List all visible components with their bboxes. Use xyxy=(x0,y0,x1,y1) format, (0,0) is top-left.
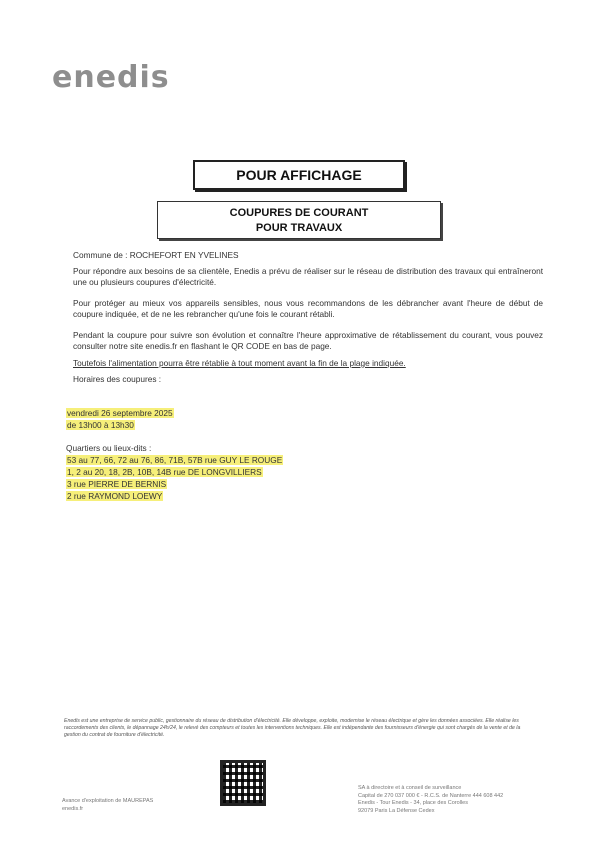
footer-right-2: Capital de 270 037 000 € - R.C.S. de Nanterre 444 608 442 xyxy=(358,792,504,799)
street-4: 2 rue RAYMOND LOEWY xyxy=(67,491,163,501)
footer-left-2: enedis.fr xyxy=(62,805,84,812)
outage-time: de 13h00 à 13h30 xyxy=(67,420,134,430)
qr-code-icon[interactable] xyxy=(220,760,266,806)
paragraph-4: Toutefois l'alimentation pourra être rétablie à tout moment avant la fin de la plage indiquée. xyxy=(73,358,406,368)
banner-title: POUR AFFICHAGE xyxy=(236,167,362,183)
paragraph-1: Pour répondre aux besoins de sa clientèle, Enedis a prévu de réaliser sur le réseau de distribution des travaux qui entraîneront une ou plusieurs coupures d'électricité. xyxy=(73,266,543,287)
footer-right-4: 92079 Paris La Défense Cedex xyxy=(358,807,435,814)
street-1: 53 au 77, 66, 72 au 76, 86, 71B, 57B rue GUY LE ROUGE xyxy=(67,455,283,465)
street-2: 1, 2 au 20, 18, 2B, 10B, 14B rue DE LONGVILLIERS xyxy=(67,467,262,477)
banner-box xyxy=(193,160,405,190)
paragraph-3: Pendant la coupure pour suivre son évolution et connaître l'heure approximative de rétablissement du courant, vous pouvez consulter notre site enedis.fr en flashant le QR CODE en bas de page. xyxy=(73,330,543,351)
subtitle-line2: POUR TRAVAUX xyxy=(255,222,343,234)
outage-date: vendredi 26 septembre 2025 xyxy=(67,408,173,418)
enedis-logo: enedis xyxy=(52,60,170,95)
footer-right-3: Enedis - Tour Enedis - 34, place des Corolles xyxy=(358,800,468,806)
subtitle-box xyxy=(157,201,441,239)
quartiers-label: Quartiers ou lieux-dits : xyxy=(66,443,152,453)
legal-notice: Enedis est une entreprise de service public, gestionnaire du réseau de distribution d'électricité. Elle développe, exploite, modernise le réseau électrique et gère les données associées. Elle réalise les raccordements des clients, le dépannage 24h/24, le relevé des compteurs et toutes les interventions techniques. Elle est indépendante des fournisseurs d'énergie qui sont chargés de la vente et de la gestion du contrat de fourniture d'électricité. xyxy=(64,718,521,738)
commune-line: Commune de : ROCHEFORT EN YVELINES xyxy=(73,250,239,260)
paragraph-2: Pour protéger au mieux vos appareils sensibles, nous vous recommandons de les débrancher avant l'heure de début de coupure indiquée, et de ne les rebrancher qu'une fois le courant rétabli. xyxy=(73,298,543,319)
street-3: 3 rue PIERRE DE BERNIS xyxy=(67,479,167,489)
subtitle-line1: COUPURES DE COURANT xyxy=(229,207,369,219)
footer-left-1: Avance d'exploitation de MAUREPAS xyxy=(62,798,154,804)
horaires-label: Horaires des coupures : xyxy=(73,374,162,384)
footer-right-1: SA à directoire et à conseil de surveillance xyxy=(358,785,462,791)
